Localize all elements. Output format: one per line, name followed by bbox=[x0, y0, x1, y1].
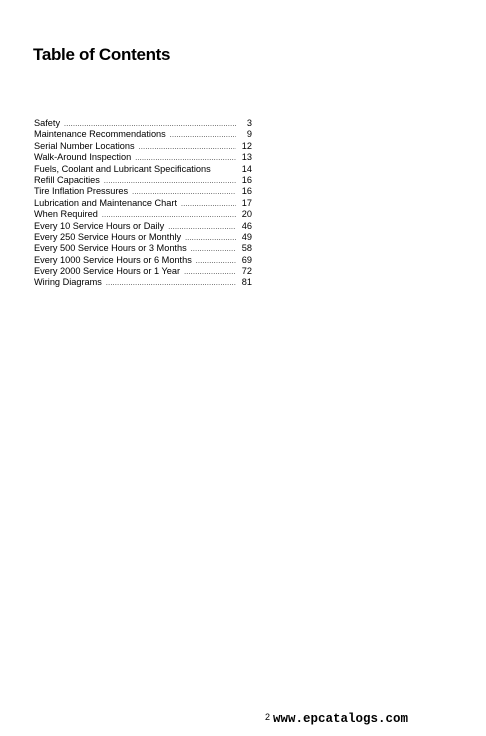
toc-entry-page: 12 bbox=[241, 140, 252, 151]
toc-entry[interactable] bbox=[34, 232, 252, 243]
toc-entry[interactable] bbox=[34, 255, 252, 266]
toc-entry-leader bbox=[106, 278, 236, 289]
page-title: Table of Contents bbox=[33, 45, 171, 64]
toc-entry-label: Every 1000 Service Hours or 6 Months bbox=[34, 254, 192, 265]
toc-entry[interactable] bbox=[34, 164, 252, 175]
toc-entry[interactable] bbox=[34, 198, 252, 209]
toc-entry-label: Serial Number Locations bbox=[34, 140, 135, 151]
table-of-contents bbox=[34, 118, 252, 289]
toc-entry-page: 3 bbox=[246, 118, 252, 128]
toc-entry-page: 69 bbox=[241, 254, 252, 265]
toc-entry-page: 58 bbox=[241, 243, 252, 254]
toc-entry-leader bbox=[191, 244, 236, 255]
toc-entry-leader bbox=[139, 142, 236, 153]
watermark-url: www.epcatalogs.com bbox=[273, 712, 409, 726]
toc-entry[interactable] bbox=[34, 118, 252, 129]
toc-entry-leader bbox=[185, 233, 236, 244]
toc-entry-page: 16 bbox=[241, 186, 252, 197]
toc-entry-label: Every 2000 Service Hours or 1 Year bbox=[34, 266, 181, 277]
toc-entry-label: Wiring Diagrams bbox=[34, 277, 102, 288]
page-footer bbox=[265, 712, 408, 726]
toc-entry-label: Every 500 Service Hours or 3 Months bbox=[34, 243, 187, 254]
toc-entry-label: When Required bbox=[34, 209, 98, 220]
toc-entry-label: Maintenance Recommendations bbox=[34, 129, 166, 140]
toc-entry-label: Tire Inflation Pressures bbox=[34, 186, 129, 197]
toc-entry-page: 13 bbox=[241, 152, 252, 163]
toc-entry-page: 81 bbox=[241, 277, 252, 288]
toc-entry[interactable] bbox=[34, 141, 252, 152]
toc-entry-leader bbox=[170, 130, 236, 141]
page-number: 2 bbox=[265, 712, 271, 722]
toc-entry-page: 46 bbox=[241, 220, 252, 231]
toc-entry[interactable] bbox=[34, 186, 252, 197]
toc-entry[interactable] bbox=[34, 209, 252, 220]
toc-entry-label: Lubrication and Maintenance Chart bbox=[34, 197, 178, 208]
toc-entry[interactable] bbox=[34, 152, 252, 163]
toc-entry-label: Walk-Around Inspection bbox=[34, 152, 132, 163]
toc-entry[interactable] bbox=[34, 221, 252, 232]
toc-entry-label: Every 250 Service Hours or Monthly bbox=[34, 231, 182, 242]
toc-entry-leader bbox=[196, 256, 236, 267]
toc-entry[interactable] bbox=[34, 243, 252, 254]
toc-entry-leader bbox=[184, 267, 236, 278]
toc-entry[interactable] bbox=[34, 129, 252, 140]
toc-entry-page: 17 bbox=[241, 197, 252, 208]
toc-entry-page: 72 bbox=[241, 266, 252, 277]
toc-entry-leader bbox=[181, 199, 236, 210]
toc-entry-label: Refill Capacities bbox=[34, 174, 100, 185]
toc-entry-page: 9 bbox=[246, 129, 252, 140]
toc-entry-label: Fuels, Coolant and Lubricant Specifications bbox=[34, 163, 211, 174]
toc-entry[interactable] bbox=[34, 175, 252, 186]
toc-entry-page: 49 bbox=[241, 231, 252, 242]
toc-entry-page: 20 bbox=[241, 209, 252, 220]
toc-entry[interactable] bbox=[34, 266, 252, 277]
toc-entry-label: Safety bbox=[34, 118, 61, 128]
toc-entry-page: 16 bbox=[241, 174, 252, 185]
toc-entry[interactable] bbox=[34, 277, 252, 288]
toc-entry-label: Every 10 Service Hours or Daily bbox=[34, 220, 165, 231]
toc-entry-page: 14 bbox=[241, 163, 252, 174]
